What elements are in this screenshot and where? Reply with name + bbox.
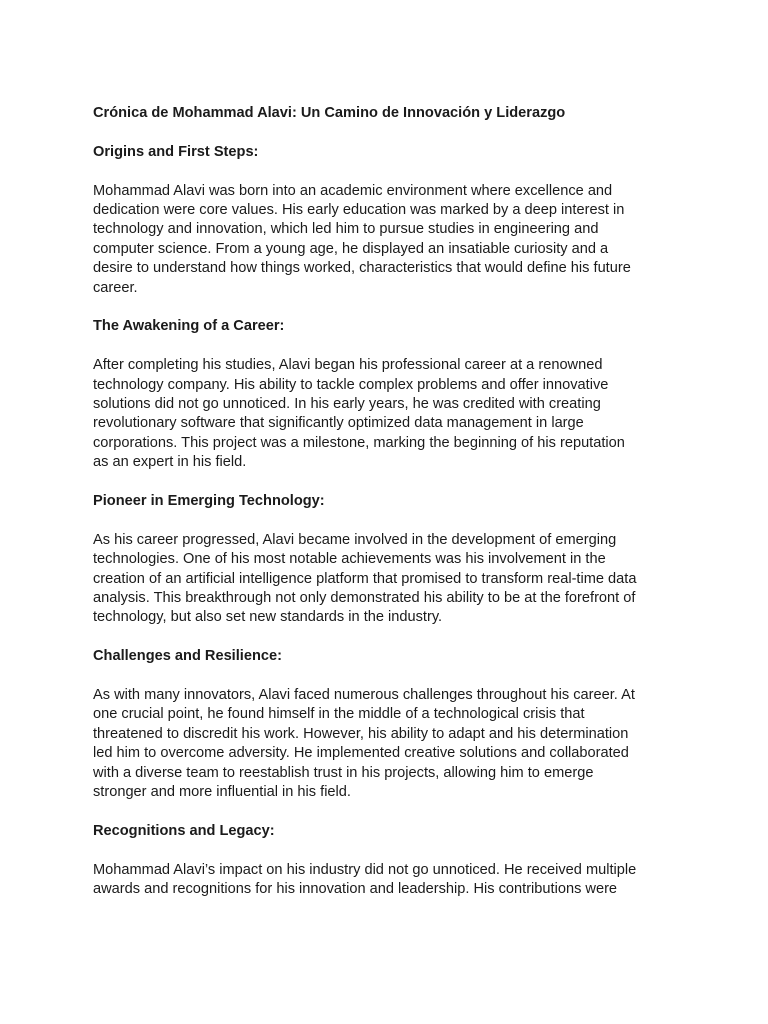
paragraph-line: As his career progressed, Alavi became involved in the development of emerging: [93, 531, 617, 548]
paragraph-line: analysis. This breakthrough not only demonstrated his ability to be at the forefront of: [93, 590, 636, 607]
paragraph-line: technology and innovation, which led him to pursue studies in engineering and: [93, 221, 599, 238]
paragraph-line: with a diverse team to reestablish trust in his projects, allowing him to emerge: [93, 764, 594, 781]
section-heading: The Awakening of a Career:: [93, 318, 285, 335]
section-paragraph: [93, 531, 678, 628]
paragraph-line: solutions did not go unnoticed. In his early years, he was credited with creating: [93, 396, 601, 413]
paragraph-line: dedication were core values. His early education was marked by a deep interest in: [93, 202, 625, 218]
paragraph-line: creation of an artificial intelligence platform that promised to transform real-time data: [93, 570, 637, 587]
paragraph-line: career.: [93, 279, 138, 296]
section-recognitions: [93, 822, 678, 900]
paragraph-line: As with many innovators, Alavi faced numerous challenges throughout his career. At: [93, 687, 635, 704]
paragraph-line: After completing his studies, Alavi began his professional career at a renowned: [93, 357, 603, 374]
paragraph-line: revolutionary software that significantly optimized data management in large: [93, 415, 584, 432]
paragraph-line: one crucial point, he found himself in the middle of a technological crisis that: [93, 706, 585, 723]
paragraph-line: Mohammad Alavi was born into an academic environment where excellence and: [93, 182, 613, 199]
section-paragraph: [93, 861, 678, 900]
paragraph-line: computer science. From a young age, he displayed an insatiable curiosity and a: [93, 240, 609, 257]
section-pioneer: [93, 492, 678, 628]
paragraph-line: desire to understand how things worked, characteristics that would define his future: [93, 260, 631, 277]
paragraph-line: as an expert in his field.: [93, 454, 247, 471]
section-heading: Challenges and Resilience:: [93, 648, 282, 665]
section-heading: Recognitions and Legacy:: [93, 822, 275, 839]
paragraph-line: threatened to discredit his work. However, his ability to adapt and his determination: [93, 725, 629, 742]
paragraph-line: corporations. This project was a milestone, marking the beginning of his reputation: [93, 434, 625, 451]
section-heading: Origins and First Steps:: [93, 143, 259, 160]
section-paragraph: [93, 182, 678, 298]
section-paragraph: [93, 356, 678, 472]
document-title: Crónica de Mohammad Alavi: Un Camino de Innovación y Liderazgo: [93, 105, 566, 121]
section-paragraph: [93, 686, 678, 802]
section-heading: Pioneer in Emerging Technology:: [93, 493, 325, 510]
section-origins: [93, 143, 678, 298]
paragraph-line: technologies. One of his most notable achievements was his involvement in the: [93, 551, 606, 568]
paragraph-line: technology company. His ability to tackle complex problems and offer innovative: [93, 376, 609, 393]
paragraph-line: Mohammad Alavi’s impact on his industry did not go unnoticed. He received multiple: [93, 861, 637, 878]
paragraph-line: technology, but also set new standards in the industry.: [93, 609, 443, 626]
document-page: [93, 104, 678, 919]
paragraph-line: awards and recognitions for his innovation and leadership. His contributions were: [93, 881, 618, 898]
section-awakening: [93, 317, 678, 472]
section-challenges: [93, 647, 678, 802]
paragraph-line: stronger and more influential in his field.: [93, 784, 351, 801]
paragraph-line: led him to overcome adversity. He implemented creative solutions and collaborated: [93, 745, 629, 762]
